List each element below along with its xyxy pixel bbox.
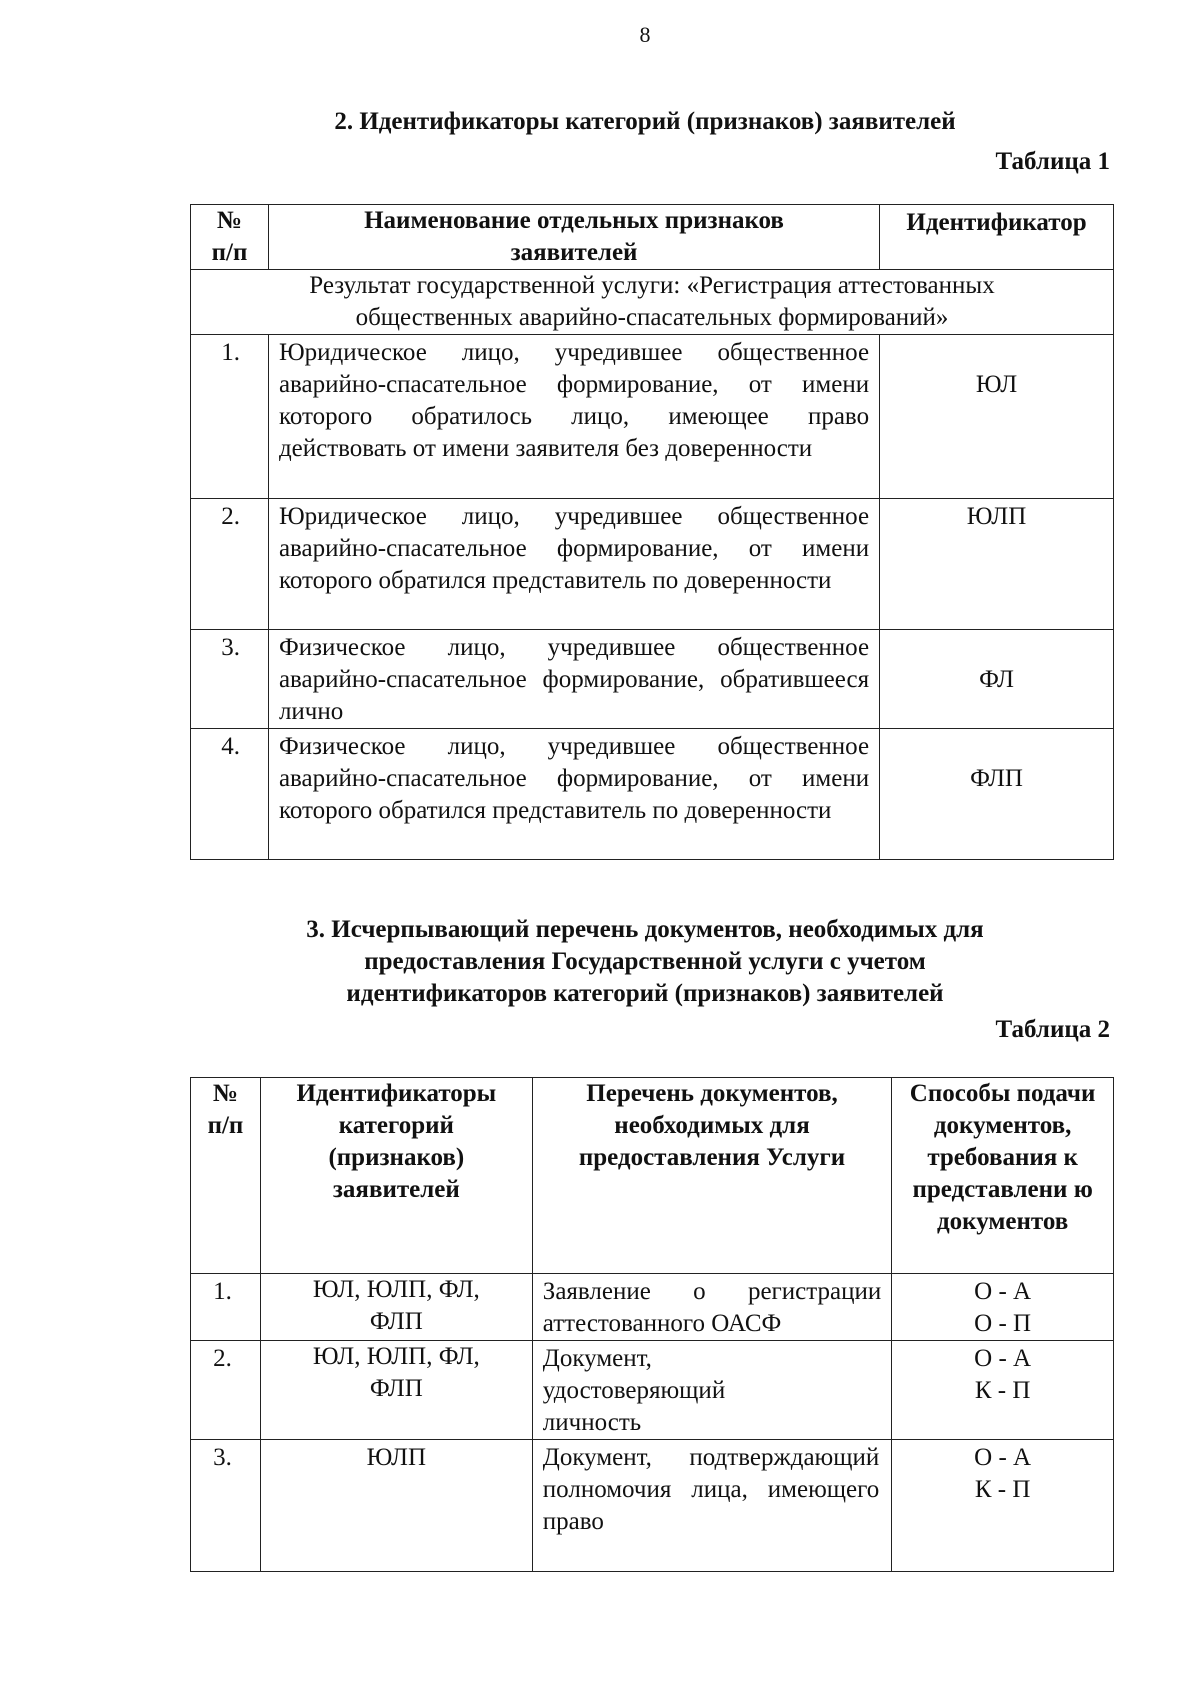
section-2-title: 2. Идентификаторы категорий (признаков) заявителей	[334, 108, 956, 135]
method-2: О - П	[974, 1310, 1032, 1337]
table-row	[191, 1274, 1114, 1341]
row-identifier: ЮЛП	[880, 499, 1114, 630]
row-text: Юридическое лицо, учредившее общественное аварийно-спасательное формирование, от имени которого обратилось лицо, имеющее право действовать от имени заявителя без доверенности	[268, 335, 879, 499]
row-identifier: ФЛ	[880, 630, 1114, 729]
table-2	[190, 1077, 1114, 1572]
header-name: Наименование отдельных признаков заявителей	[268, 205, 879, 270]
table-row	[191, 1440, 1114, 1572]
row-document: Заявление о регистрации аттестованного ОАСФ	[532, 1274, 891, 1341]
row-methods	[892, 1274, 1114, 1341]
header-num: № п/п	[191, 205, 269, 270]
table-row	[191, 1341, 1114, 1440]
table-1-header-row	[191, 205, 1114, 270]
table-1-label: Таблица 1	[995, 148, 1110, 175]
method-1: О - А	[974, 1278, 1032, 1305]
section-3-title	[220, 914, 1070, 1010]
table-row	[191, 499, 1114, 630]
row-identifiers: ЮЛ, ЮЛП, ФЛ, ФЛП	[260, 1341, 532, 1440]
row-document: Документ, подтверждающий полномочия лица, имеющего право	[532, 1440, 891, 1572]
header-identifier: Идентификатор	[880, 205, 1114, 270]
row-methods	[892, 1341, 1114, 1440]
row-num: 4.	[191, 729, 269, 860]
table-row	[191, 729, 1114, 860]
method-2: К - П	[974, 1476, 1031, 1503]
row-num: 1.	[191, 335, 269, 499]
section-3-title-line-2: предоставления Государственной услуги с учетом	[364, 948, 926, 975]
header-identifiers: Идентификаторы категорий (признаков) заявителей	[260, 1078, 532, 1274]
row-num: 1.	[191, 1274, 261, 1341]
row-text: Физическое лицо, учредившее общественное аварийно-спасательное формирование, обратившееся лично	[268, 630, 879, 729]
table-2-label: Таблица 2	[995, 1016, 1110, 1043]
row-text: Юридическое лицо, учредившее общественное аварийно-спасательное формирование, от имени которого обратился представитель по доверенности	[268, 499, 879, 630]
table-2-header-row	[191, 1078, 1114, 1274]
header-num: № п/п	[191, 1078, 261, 1274]
row-num: 3.	[191, 630, 269, 729]
method-1: О - А	[974, 1345, 1032, 1372]
method-2: К - П	[974, 1377, 1031, 1404]
row-num: 2.	[191, 499, 269, 630]
header-documents: Перечень документов, необходимых для предоставления Услуги	[532, 1078, 891, 1274]
table-1	[190, 204, 1114, 860]
row-document: Документ, удостоверяющий личность	[532, 1341, 891, 1440]
result-text: Результат государственной услуги: «Регистрация аттестованных общественных аварийно-спасательных формирований»	[191, 270, 1114, 335]
section-3-title-line-3: идентификаторов категорий (признаков) заявителей	[346, 980, 944, 1007]
row-methods	[892, 1440, 1114, 1572]
table-row	[191, 335, 1114, 499]
section-3-title-line-1: 3. Исчерпывающий перечень документов, необходимых для	[306, 916, 984, 943]
row-identifiers: ЮЛ, ЮЛП, ФЛ, ФЛП	[260, 1274, 532, 1341]
row-num: 2.	[191, 1341, 261, 1440]
row-num: 3.	[191, 1440, 261, 1572]
row-identifier: ЮЛ	[880, 335, 1114, 499]
page-number: 8	[639, 22, 651, 47]
table-row	[191, 630, 1114, 729]
row-text: Физическое лицо, учредившее общественное аварийно-спасательное формирование, от имени которого обратился представитель по доверенности	[268, 729, 879, 860]
row-identifier: ФЛП	[880, 729, 1114, 860]
method-1: О - А	[974, 1444, 1032, 1471]
result-row	[191, 270, 1114, 335]
header-submission-methods: Способы подачи документов, требования к представлени ю документов	[892, 1078, 1114, 1274]
row-identifiers: ЮЛП	[260, 1440, 532, 1572]
